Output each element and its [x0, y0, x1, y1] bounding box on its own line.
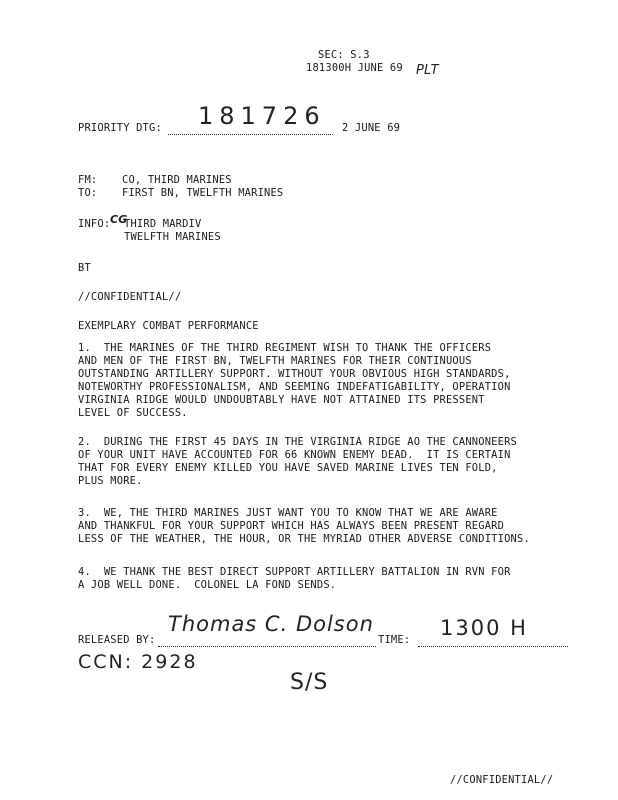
subject-line: EXEMPLARY COMBAT PERFORMANCE — [78, 320, 259, 332]
handwritten-ccn: CCN: 2928 — [78, 651, 198, 673]
paragraph-line: OUTSTANDING ARTILLERY SUPPORT. WITHOUT YOUR OBVIOUS HIGH STANDARDS, — [78, 368, 511, 380]
from-label: FM: — [78, 174, 98, 186]
break-text: BT — [78, 262, 91, 274]
priority-underline — [168, 134, 333, 135]
paragraph-line: PLUS MORE. — [78, 475, 143, 487]
released-by-label: RELEASED BY: — [78, 634, 156, 646]
paragraph-line: 4. WE THANK THE BEST DIRECT SUPPORT ARTILLERY BATTALION IN RVN FOR — [78, 566, 511, 578]
paragraph-line: LEVEL OF SUCCESS. — [78, 407, 188, 419]
date-time-group: 181300H JUNE 69 — [306, 62, 403, 74]
info-label: INFO: — [78, 218, 111, 230]
handwritten-initials: PLT — [416, 63, 439, 78]
handwritten-ss: S/S — [290, 670, 329, 695]
handwritten-signature: Thomas C. Dolson — [168, 612, 374, 636]
paragraph-line: A JOB WELL DONE. COLONEL LA FOND SENDS. — [78, 579, 337, 591]
time-label: TIME: — [378, 634, 411, 646]
signature-underline — [158, 646, 376, 647]
priority-label: PRIORITY DTG: — [78, 122, 162, 134]
handwritten-time: 1300 H — [440, 616, 528, 640]
security-classification-code: SEC: S.3 — [318, 49, 370, 61]
to-label: TO: — [78, 187, 98, 199]
classification-bottom: //CONFIDENTIAL// — [450, 774, 554, 786]
paragraph-line: 2. DURING THE FIRST 45 DAYS IN THE VIRGINIA RIDGE AO THE CANNONEERS — [78, 436, 517, 448]
paragraph-3 — [78, 507, 578, 546]
paragraph-line: AND MEN OF THE FIRST BN, TWELFTH MARINES FOR THEIR CONTINUOUS — [78, 355, 472, 367]
info-line-1: THIRD MARDIV — [124, 218, 202, 230]
to-value: FIRST BN, TWELFTH MARINES — [122, 187, 284, 199]
priority-date: 2 JUNE 69 — [342, 122, 401, 134]
paragraph-4 — [78, 566, 578, 592]
paragraph-line: 3. WE, THE THIRD MARINES JUST WANT YOU TO KNOW THAT WE ARE AWARE — [78, 507, 498, 519]
priority-number-handwritten: 181726 — [198, 102, 326, 130]
paragraph-2 — [78, 436, 578, 488]
paragraph-line: AND THANKFUL FOR YOUR SUPPORT WHICH HAS ALWAYS BEEN PRESENT REGARD — [78, 520, 505, 532]
time-underline — [418, 646, 568, 647]
paragraph-line: OF YOUR UNIT HAVE ACCOUNTED FOR 66 KNOWN ENEMY DEAD. IT IS CERTAIN — [78, 449, 511, 461]
classification-top: //CONFIDENTIAL// — [78, 291, 182, 303]
info-line-2: TWELFTH MARINES — [124, 231, 221, 243]
info-handwritten-cg: CG — [110, 213, 128, 226]
paragraph-line: NOTEWORTHY PROFESSIONALISM, AND SEEMING INDEFATIGABILITY, OPERATION — [78, 381, 511, 393]
paragraph-line: VIRGINIA RIDGE WOULD UNDOUBTABLY HAVE NOT ATTAINED ITS PRESSENT — [78, 394, 485, 406]
paragraph-line: THAT FOR EVERY ENEMY KILLED YOU HAVE SAVED MARINE LIVES TEN FOLD, — [78, 462, 498, 474]
paragraph-line: 1. THE MARINES OF THE THIRD REGIMENT WISH TO THANK THE OFFICERS — [78, 342, 492, 354]
from-value: CO, THIRD MARINES — [122, 174, 232, 186]
paragraph-1 — [78, 342, 578, 420]
paragraph-line: LESS OF THE WEATHER, THE HOUR, OR THE MYRIAD OTHER ADVERSE CONDITIONS. — [78, 533, 530, 545]
